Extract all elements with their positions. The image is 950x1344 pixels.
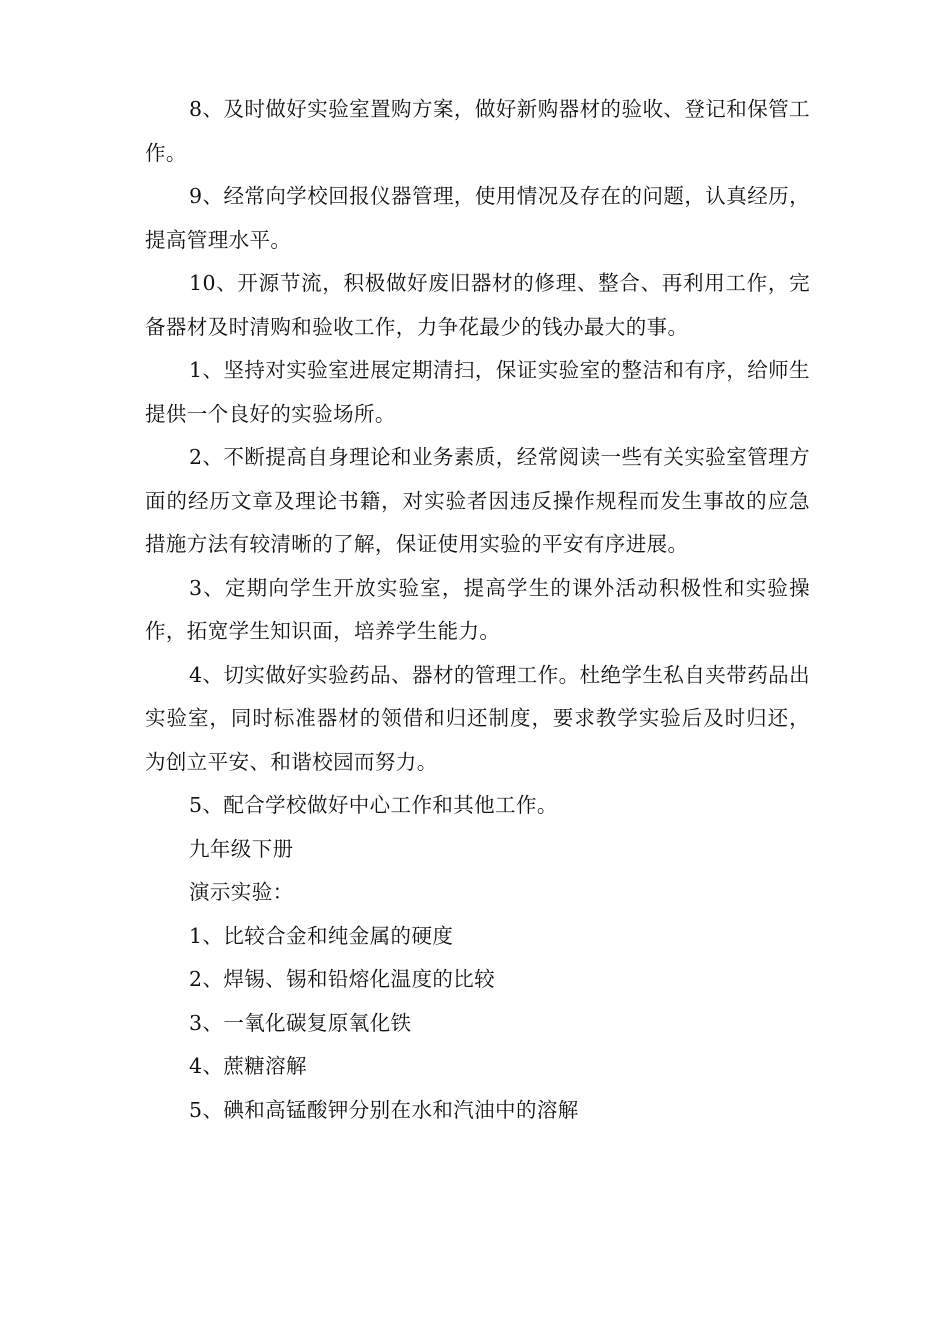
paragraph-duty-5: 5、配合学校做好中心工作和其他工作。 — [189, 793, 558, 817]
section-heading-grade: 九年级下册 — [189, 836, 294, 861]
experiment-item-5: 5、碘和高锰酸钾分别在水和汽油中的溶解 — [189, 1097, 579, 1122]
document-body — [145, 88, 810, 1132]
experiment-item-4: 4、蔗糖溶解 — [189, 1054, 307, 1078]
paragraph-duty-3: 3、定期向学生开放实验室，提高学生的课外活动积极性和实验操作，拓宽学生知识面，培养学生能力。 — [145, 575, 810, 643]
experiment-item-1: 1、比较合金和纯金属的硬度 — [189, 923, 454, 948]
section-heading-demo: 演示实验： — [189, 880, 294, 904]
paragraph-item-9: 9、经常向学校回报仪器管理，使用情况及存在的问题，认真经历，提高管理水平。 — [145, 184, 810, 252]
paragraph-duty-4: 4、切实做好实验药品、器材的管理工作。杜绝学生私自夹带药品出实验室，同时标准器材的领借和归还制度，要求教学实验后及时归还，为创立平安、和谐校园而努力。 — [145, 662, 810, 774]
paragraph-duty-2: 2、不断提高自身理论和业务素质，经常阅读一些有关实验室管理方面的经历文章及理论书籍，对实验者因违反操作规程而发生事故的应急措施方法有较清晰的了解，保证使用实验的平安有序进展。 — [145, 445, 810, 556]
experiment-item-3: 3、一氧化碳复原氧化铁 — [189, 1010, 412, 1035]
paragraph-item-10: 10、开源节流，积极做好废旧器材的修理、整合、再利用工作，完备器材及时清购和验收工作，力争花最少的钱办最大的事。 — [145, 271, 810, 339]
paragraph-item-8: 8、及时做好实验室置购方案，做好新购器材的验收、登记和保管工作。 — [145, 97, 810, 165]
experiment-item-2: 2、焊锡、锡和铅熔化温度的比较 — [189, 967, 496, 991]
paragraph-duty-1: 1、坚持对实验室进展定期清扫，保证实验室的整洁和有序，给师生提供一个良好的实验场所。 — [145, 358, 810, 426]
